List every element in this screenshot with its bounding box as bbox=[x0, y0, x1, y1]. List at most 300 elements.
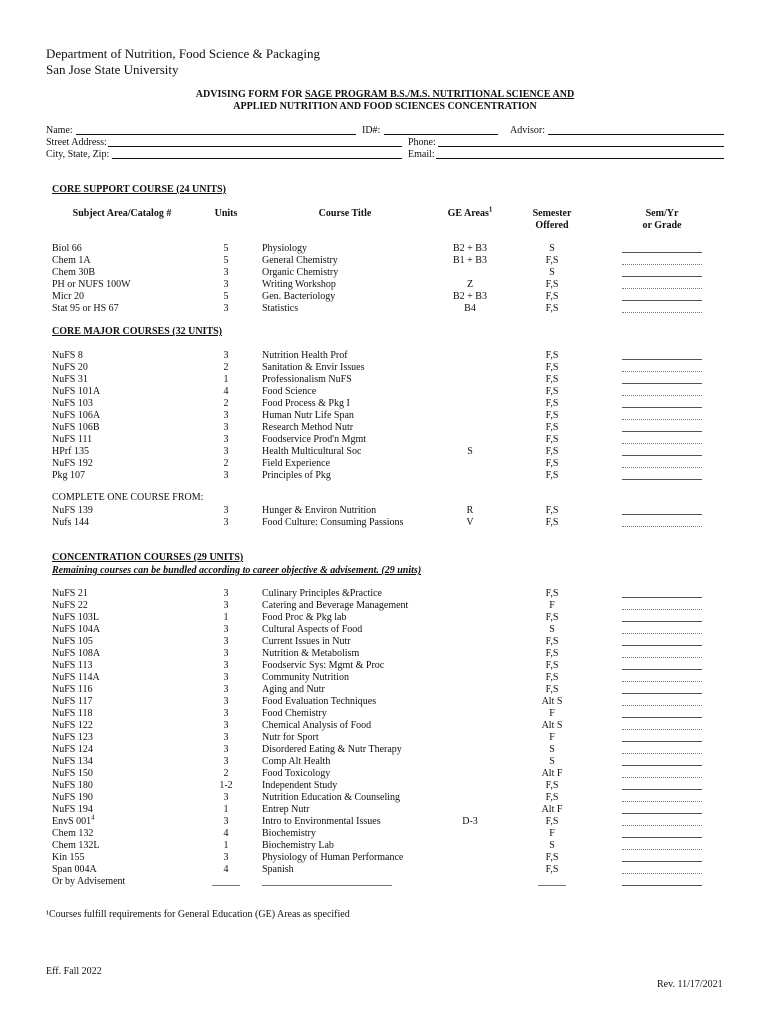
course-units: 3 bbox=[223, 303, 229, 314]
course-title: Food Proc & Pkg lab bbox=[262, 612, 347, 623]
course-units: 3 bbox=[223, 422, 229, 433]
course-row bbox=[0, 804, 770, 816]
course-units: 3 bbox=[223, 588, 229, 599]
course-subject: NuFS 122 bbox=[52, 720, 93, 731]
course-row bbox=[0, 398, 770, 410]
course-row bbox=[0, 840, 770, 852]
course-units: 3 bbox=[223, 696, 229, 707]
course-units: 3 bbox=[223, 517, 229, 528]
course-subject: Nufs 144 bbox=[52, 517, 89, 528]
course-subject: NuFS 106B bbox=[52, 422, 100, 433]
grade-entry-field[interactable] bbox=[622, 840, 702, 850]
footnote: ¹Courses fulfill requirements for General Education (GE) Areas as specified bbox=[46, 909, 350, 920]
course-subject: NuFS 113 bbox=[52, 660, 93, 671]
course-title: Chemical Analysis of Food bbox=[262, 720, 372, 731]
course-row bbox=[0, 672, 770, 684]
course-title: Sanitation & Envir Issues bbox=[262, 362, 365, 373]
grade-entry-field[interactable] bbox=[622, 804, 702, 814]
course-semester: F,S bbox=[545, 612, 559, 623]
course-ge-area: Z bbox=[466, 279, 474, 290]
course-title: Research Method Nutr bbox=[262, 422, 354, 433]
course-row bbox=[0, 864, 770, 876]
course-footnote-sup: 4 bbox=[91, 813, 95, 822]
course-row bbox=[0, 470, 770, 482]
course-units: 3 bbox=[223, 684, 229, 695]
course-title: Hunger & Environ Nutrition bbox=[262, 505, 377, 516]
course-row bbox=[0, 696, 770, 708]
course-title: Entrep Nutr bbox=[262, 804, 310, 815]
course-units: 1 bbox=[223, 840, 229, 851]
course-subject: NuFS 22 bbox=[52, 600, 88, 611]
course-semester: F,S bbox=[545, 446, 559, 457]
course-units: 3 bbox=[223, 636, 229, 647]
course-title: Health Multicultural Soc bbox=[262, 446, 362, 457]
course-units: 3 bbox=[223, 350, 229, 361]
course-subject: Chem 1A bbox=[52, 255, 91, 266]
course-units: 3 bbox=[223, 732, 229, 743]
choose-one-label: COMPLETE ONE COURSE FROM: bbox=[52, 492, 204, 503]
course-row bbox=[0, 732, 770, 744]
course-units: 3 bbox=[223, 410, 229, 421]
title-blank[interactable] bbox=[262, 876, 392, 886]
city-label: City, State, Zip: bbox=[46, 149, 110, 160]
grade-entry-field[interactable] bbox=[622, 756, 702, 766]
course-units: 3 bbox=[223, 600, 229, 611]
grade-entry-field[interactable] bbox=[622, 744, 702, 754]
course-title: Food Toxicology bbox=[262, 768, 331, 779]
grade-entry-field[interactable] bbox=[622, 852, 702, 862]
course-title: Food Evaluation Techniques bbox=[262, 696, 377, 707]
course-row bbox=[0, 624, 770, 636]
grade-entry-field[interactable] bbox=[622, 398, 702, 408]
grade-entry-field[interactable] bbox=[622, 505, 702, 515]
course-units: 3 bbox=[223, 756, 229, 767]
course-semester: F,S bbox=[545, 588, 559, 599]
course-subject: NuFS 180 bbox=[52, 780, 93, 791]
semester-blank[interactable] bbox=[538, 876, 566, 886]
course-row bbox=[0, 720, 770, 732]
grade-entry-field[interactable] bbox=[622, 648, 702, 658]
course-subject: Or by Advisement bbox=[52, 876, 126, 887]
email-field[interactable] bbox=[436, 158, 724, 159]
course-title: Spanish bbox=[262, 864, 294, 875]
department-name: Department of Nutrition, Food Science & Packaging bbox=[46, 46, 321, 61]
course-title: Field Experience bbox=[262, 458, 331, 469]
course-units: 3 bbox=[223, 672, 229, 683]
course-title: Nutr for Sport bbox=[262, 732, 319, 743]
course-semester: S bbox=[549, 744, 555, 755]
course-subject: Span 004A bbox=[52, 864, 97, 875]
course-title: Community Nutrition bbox=[262, 672, 349, 683]
grade-entry-field[interactable] bbox=[622, 386, 702, 396]
course-semester: F,S bbox=[545, 362, 559, 373]
course-subject: Micr 20 bbox=[52, 291, 84, 302]
course-row bbox=[0, 303, 770, 315]
course-subject: Stat 95 or HS 67 bbox=[52, 303, 119, 314]
course-subject: NuFS 103 bbox=[52, 398, 93, 409]
grade-entry-field[interactable] bbox=[622, 279, 702, 289]
course-semester: F,S bbox=[545, 636, 559, 647]
course-row bbox=[0, 267, 770, 279]
course-title: Nutrition & Metabolism bbox=[262, 648, 360, 659]
course-subject: NuFS 123 bbox=[52, 732, 93, 743]
course-semester: F,S bbox=[545, 660, 559, 671]
course-subject: NuFS 192 bbox=[52, 458, 93, 469]
course-semester: F,S bbox=[545, 434, 559, 445]
phone-field[interactable] bbox=[438, 146, 724, 147]
course-subject: Chem 132L bbox=[52, 840, 100, 851]
course-units: 3 bbox=[223, 852, 229, 863]
col-ge bbox=[440, 205, 500, 220]
course-semester: F,S bbox=[545, 517, 559, 528]
course-row bbox=[0, 255, 770, 267]
grade-entry-field[interactable] bbox=[622, 792, 702, 802]
course-ge-area: B4 bbox=[464, 303, 476, 314]
col-grade-line2: or Grade bbox=[642, 220, 682, 231]
course-ge-area: D-3 bbox=[462, 816, 478, 827]
course-subject: NuFS 118 bbox=[52, 708, 93, 719]
grade-entry-field[interactable] bbox=[622, 660, 702, 670]
course-title: Physiology bbox=[262, 243, 308, 254]
course-row bbox=[0, 684, 770, 696]
course-semester: F,S bbox=[545, 792, 559, 803]
course-title: Gen. Bacteriology bbox=[262, 291, 336, 302]
course-semester: F bbox=[549, 732, 555, 743]
course-subject: NuFS 190 bbox=[52, 792, 93, 803]
course-units: 1 bbox=[223, 804, 229, 815]
course-units: 3 bbox=[223, 816, 229, 827]
street-label: Street Address: bbox=[46, 137, 107, 148]
course-title: Foodservic Sys: Mgmt & Proc bbox=[262, 660, 385, 671]
course-ge-area: B1 + B3 bbox=[453, 255, 487, 266]
concentration-heading: CONCENTRATION COURSES (29 UNITS) bbox=[52, 552, 244, 563]
course-title: Statistics bbox=[262, 303, 299, 314]
grade-entry-field[interactable] bbox=[622, 517, 702, 527]
course-title: Physiology of Human Performance bbox=[262, 852, 404, 863]
course-units: 3 bbox=[223, 434, 229, 445]
col-semester bbox=[522, 208, 582, 232]
course-semester: F bbox=[549, 828, 555, 839]
course-title: Food Culture: Consuming Passions bbox=[262, 517, 404, 528]
course-title: Nutrition Education & Counseling bbox=[262, 792, 401, 803]
course-row bbox=[0, 876, 770, 888]
grade-entry-field[interactable] bbox=[622, 350, 702, 360]
course-row bbox=[0, 612, 770, 624]
grade-entry-field[interactable] bbox=[622, 768, 702, 778]
course-subject: NuFS 103L bbox=[52, 612, 99, 623]
course-row bbox=[0, 744, 770, 756]
course-subject: Chem 132 bbox=[52, 828, 94, 839]
course-row bbox=[0, 792, 770, 804]
street-field[interactable] bbox=[108, 146, 402, 147]
course-title: Independent Study bbox=[262, 780, 338, 791]
course-semester: F,S bbox=[545, 350, 559, 361]
course-semester: F,S bbox=[545, 684, 559, 695]
course-title: Aging and Nutr bbox=[262, 684, 325, 695]
course-subject: NuFS 117 bbox=[52, 696, 93, 707]
form-title-line2: APPLIED NUTRITION AND FOOD SCIENCES CONCENTRATION bbox=[233, 101, 537, 112]
course-semester: F bbox=[549, 708, 555, 719]
grade-entry-field[interactable] bbox=[622, 374, 702, 384]
course-subject: NuFS 8 bbox=[52, 350, 83, 361]
core-support-heading: CORE SUPPORT COURSE (24 UNITS) bbox=[52, 184, 226, 195]
course-semester: F,S bbox=[545, 864, 559, 875]
course-title: Organic Chemistry bbox=[262, 267, 339, 278]
course-row bbox=[0, 780, 770, 792]
effective-date: Eff. Fall 2022 bbox=[46, 966, 102, 977]
course-semester: Alt F bbox=[541, 768, 563, 779]
course-row bbox=[0, 768, 770, 780]
course-row bbox=[0, 636, 770, 648]
course-units: 3 bbox=[223, 708, 229, 719]
col-subject: Subject Area/Catalog # bbox=[72, 208, 172, 219]
course-ge-area: B2 + B3 bbox=[453, 243, 487, 254]
course-subject: NuFS 106A bbox=[52, 410, 101, 421]
course-semester: S bbox=[549, 756, 555, 767]
course-semester: F,S bbox=[545, 398, 559, 409]
course-semester: F,S bbox=[545, 672, 559, 683]
course-row bbox=[0, 708, 770, 720]
grade-entry-field[interactable] bbox=[622, 470, 702, 480]
grade-entry-field[interactable] bbox=[622, 458, 702, 468]
course-units: 1 bbox=[223, 374, 229, 385]
course-units: 3 bbox=[223, 624, 229, 635]
grade-entry-field[interactable] bbox=[622, 303, 702, 313]
course-subject: HPrf 135 bbox=[52, 446, 89, 457]
course-subject: NuFS 20 bbox=[52, 362, 88, 373]
course-subject: PH or NUFS 100W bbox=[52, 279, 131, 290]
col-semester-line1: Semester bbox=[532, 208, 572, 219]
course-row bbox=[0, 648, 770, 660]
grade-entry-field[interactable] bbox=[622, 720, 702, 730]
course-ge-area: V bbox=[466, 517, 474, 528]
course-semester: S bbox=[549, 840, 555, 851]
course-semester: F,S bbox=[545, 422, 559, 433]
course-semester: F,S bbox=[545, 374, 559, 385]
course-title: Cultural Aspects of Food bbox=[262, 624, 363, 635]
advisor-label: Advisor: bbox=[510, 125, 545, 136]
grade-entry-field[interactable] bbox=[622, 588, 702, 598]
course-row bbox=[0, 410, 770, 422]
course-title: General Chemistry bbox=[262, 255, 338, 266]
course-title: Disordered Eating & Nutr Therapy bbox=[262, 744, 402, 755]
course-title: Comp Alt Health bbox=[262, 756, 331, 767]
course-title: Catering and Beverage Management bbox=[262, 600, 409, 611]
grade-entry-field[interactable] bbox=[622, 636, 702, 646]
course-semester: F,S bbox=[545, 279, 559, 290]
city-field[interactable] bbox=[112, 158, 402, 159]
course-units: 1-2 bbox=[219, 780, 233, 791]
course-units: 1 bbox=[223, 612, 229, 623]
course-units: 3 bbox=[223, 660, 229, 671]
course-semester: F,S bbox=[545, 505, 559, 516]
course-title: Principles of Pkg bbox=[262, 470, 331, 481]
course-subject: NuFS 194 bbox=[52, 804, 93, 815]
id-field[interactable] bbox=[384, 134, 498, 135]
course-row bbox=[0, 350, 770, 362]
grade-entry-field[interactable] bbox=[622, 255, 702, 265]
course-ge-area: R bbox=[466, 505, 474, 516]
course-row bbox=[0, 243, 770, 255]
grade-entry-field[interactable] bbox=[622, 732, 702, 742]
course-title: Foodservice Prod'n Mgmt bbox=[262, 434, 367, 445]
course-units: 3 bbox=[223, 267, 229, 278]
course-title: Biochemistry bbox=[262, 828, 316, 839]
course-units: 5 bbox=[223, 291, 229, 302]
grade-entry-field[interactable] bbox=[622, 816, 702, 826]
course-subject: Chem 30B bbox=[52, 267, 96, 278]
core-major-heading: CORE MAJOR COURSES (32 UNITS) bbox=[52, 326, 223, 337]
col-ge-sup: 1 bbox=[488, 205, 493, 214]
course-semester: Alt S bbox=[541, 720, 563, 731]
advisor-field[interactable] bbox=[548, 134, 724, 135]
course-semester: F,S bbox=[545, 386, 559, 397]
course-title: Culinary Principles &Practice bbox=[262, 588, 382, 599]
form-title bbox=[0, 89, 770, 101]
course-title: Biochemistry Lab bbox=[262, 840, 334, 851]
course-subject: NuFS 31 bbox=[52, 374, 88, 385]
grade-entry-field[interactable] bbox=[622, 876, 702, 886]
course-title: Professionalism NuFS bbox=[262, 374, 352, 385]
course-row bbox=[0, 828, 770, 840]
course-subject: Pkg 107 bbox=[52, 470, 86, 481]
course-semester: F,S bbox=[545, 303, 559, 314]
col-title: Course Title bbox=[318, 208, 372, 219]
course-row bbox=[0, 505, 770, 517]
grade-entry-field[interactable] bbox=[622, 696, 702, 706]
course-semester: F,S bbox=[545, 780, 559, 791]
course-row bbox=[0, 362, 770, 374]
grade-entry-field[interactable] bbox=[622, 672, 702, 682]
id-label: ID#: bbox=[362, 125, 381, 136]
col-semester-line2: Offered bbox=[535, 220, 569, 231]
course-subject: NuFS 105 bbox=[52, 636, 93, 647]
course-title: Intro to Environmental Issues bbox=[262, 816, 381, 827]
course-units: 3 bbox=[223, 279, 229, 290]
course-units: 3 bbox=[223, 648, 229, 659]
grade-entry-field[interactable] bbox=[622, 684, 702, 694]
course-units: 4 bbox=[223, 828, 229, 839]
course-units: 2 bbox=[223, 362, 229, 373]
university-name: San Jose State University bbox=[46, 62, 179, 77]
course-units: 4 bbox=[223, 386, 229, 397]
course-row bbox=[0, 756, 770, 768]
course-subject: EnvS $001^4$ bbox=[52, 813, 95, 827]
grade-entry-field[interactable] bbox=[622, 780, 702, 790]
col-units: Units bbox=[214, 208, 238, 219]
course-units: 2 bbox=[223, 458, 229, 469]
email-label: Email: bbox=[408, 149, 435, 160]
course-title: Writing Workshop bbox=[262, 279, 336, 290]
course-semester: F,S bbox=[545, 291, 559, 302]
course-semester: S bbox=[549, 624, 555, 635]
course-row bbox=[0, 386, 770, 398]
course-row bbox=[0, 600, 770, 612]
grade-entry-field[interactable] bbox=[622, 612, 702, 622]
course-subject: NuFS 104A bbox=[52, 624, 101, 635]
course-semester: F,S bbox=[545, 648, 559, 659]
course-subject: NuFS 111 bbox=[52, 434, 93, 445]
course-row bbox=[0, 813, 770, 828]
course-title: Nutrition Health Prof bbox=[262, 350, 348, 361]
course-units: 3 bbox=[223, 720, 229, 731]
grade-entry-field[interactable] bbox=[622, 422, 702, 432]
course-subject: NuFS 116 bbox=[52, 684, 93, 695]
form-title-underlined: SAGE PROGRAM B.S./M.S. NUTRITIONAL SCIENCE AND bbox=[304, 89, 575, 100]
course-row bbox=[0, 374, 770, 386]
course-subject: NuFS 150 bbox=[52, 768, 93, 779]
course-units: 2 bbox=[223, 768, 229, 779]
phone-label: Phone: bbox=[408, 137, 436, 148]
course-title: Current Issues in Nutr bbox=[262, 636, 351, 647]
col-grade bbox=[620, 208, 704, 232]
course-ge-area: S bbox=[467, 446, 473, 457]
course-subject: NuFS 21 bbox=[52, 588, 88, 599]
course-row bbox=[0, 517, 770, 529]
grade-entry-field[interactable] bbox=[622, 446, 702, 456]
revision-date: Rev. 11/17/2021 bbox=[657, 979, 723, 990]
course-row bbox=[0, 588, 770, 600]
course-units: 4 bbox=[223, 864, 229, 875]
course-subject: NuFS 101A bbox=[52, 386, 101, 397]
course-semester: F,S bbox=[545, 470, 559, 481]
course-semester: Alt S bbox=[541, 696, 563, 707]
course-row bbox=[0, 422, 770, 434]
grade-entry-field[interactable] bbox=[622, 291, 702, 301]
grade-entry-field[interactable] bbox=[622, 362, 702, 372]
concentration-note: Remaining courses can be bundled according to career objective & advisement. (29 units) bbox=[52, 565, 422, 576]
course-semester: F,S bbox=[545, 816, 559, 827]
course-subject: Kin 155 bbox=[52, 852, 85, 863]
grade-entry-field[interactable] bbox=[622, 828, 702, 838]
grade-entry-field[interactable] bbox=[622, 600, 702, 610]
course-units: 5 bbox=[223, 243, 229, 254]
grade-entry-field[interactable] bbox=[622, 410, 702, 420]
course-semester: F,S bbox=[545, 410, 559, 421]
col-ge-label: GE Areas bbox=[447, 208, 489, 219]
course-semester: S bbox=[549, 243, 555, 254]
course-semester: Alt F bbox=[541, 804, 563, 815]
col-grade-line1: Sem/Yr bbox=[645, 208, 679, 219]
name-label: Name: bbox=[46, 125, 73, 136]
grade-entry-field[interactable] bbox=[622, 267, 702, 277]
course-subject: NuFS 124 bbox=[52, 744, 93, 755]
course-subject: NuFS 134 bbox=[52, 756, 93, 767]
units-blank[interactable] bbox=[212, 876, 240, 886]
grade-entry-field[interactable] bbox=[622, 243, 702, 253]
grade-entry-field[interactable] bbox=[622, 864, 702, 874]
course-semester: F,S bbox=[545, 852, 559, 863]
grade-entry-field[interactable] bbox=[622, 708, 702, 718]
course-units: 3 bbox=[223, 505, 229, 516]
form-title-prefix: ADVISING FORM FOR bbox=[195, 89, 305, 100]
course-subject: NuFS 108A bbox=[52, 648, 101, 659]
course-row bbox=[0, 446, 770, 458]
course-subject: NuFS 114A bbox=[52, 672, 100, 683]
course-semester: F bbox=[549, 600, 555, 611]
name-field[interactable] bbox=[76, 134, 356, 135]
course-row bbox=[0, 852, 770, 864]
course-semester: F,S bbox=[545, 255, 559, 266]
grade-entry-field[interactable] bbox=[622, 434, 702, 444]
course-units: 3 bbox=[223, 470, 229, 481]
course-subject: NuFS 139 bbox=[52, 505, 93, 516]
course-units: 3 bbox=[223, 792, 229, 803]
grade-entry-field[interactable] bbox=[622, 624, 702, 634]
course-semester: S bbox=[549, 267, 555, 278]
course-row bbox=[0, 458, 770, 470]
course-units: 3 bbox=[223, 744, 229, 755]
